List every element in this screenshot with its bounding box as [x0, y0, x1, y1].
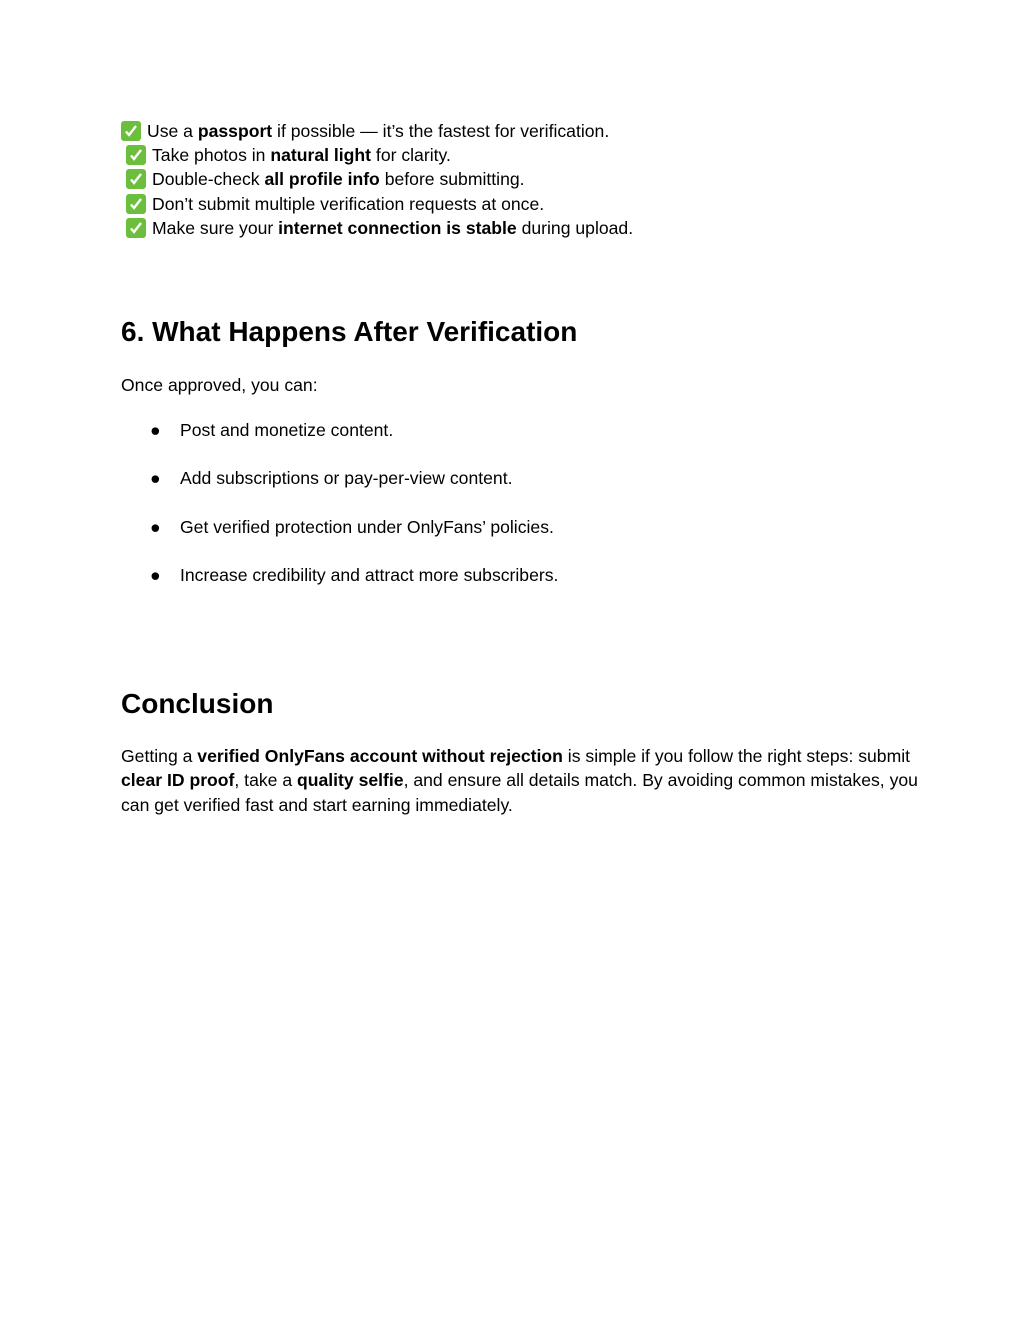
list-item-text: Add subscriptions or pay-per-view content. — [180, 468, 513, 488]
tip-text: for clarity. — [371, 145, 451, 165]
tip-text: Make sure your — [152, 218, 279, 238]
check-icon — [126, 145, 146, 165]
check-icon — [126, 194, 146, 214]
tip-text: before submitting. — [379, 169, 525, 189]
list-item — [150, 517, 554, 538]
tip-item — [126, 216, 633, 240]
bullet-icon: ● — [150, 420, 161, 440]
section-intro: Once approved, you can: — [121, 375, 318, 395]
tip-text: if possible — it’s the fastest for verification. — [272, 121, 610, 141]
check-icon — [121, 121, 141, 141]
bullet-icon: ● — [150, 565, 161, 585]
tip-item — [126, 143, 451, 167]
bullet-icon: ● — [150, 517, 161, 537]
section-heading: 6. What Happens After Verification — [121, 316, 578, 347]
text: Getting a — [121, 746, 198, 766]
bold-text: clear ID proof — [121, 770, 235, 791]
tip-text: Don’t submit multiple verification requests at once. — [152, 194, 545, 214]
text: , and ensure all details match. By avoiding common mistakes, you can get verified fast and start earning immediately. — [121, 770, 918, 815]
tip-text: during upload. — [516, 218, 634, 238]
tip-item — [121, 119, 609, 143]
tip-text: Take photos in — [152, 145, 271, 165]
tip-item — [126, 167, 525, 191]
check-icon — [126, 169, 146, 189]
conclusion-paragraph — [121, 744, 921, 817]
list-item-text: Post and monetize content. — [180, 420, 394, 440]
text: , take a — [234, 770, 297, 791]
tip-bold: natural light — [270, 145, 372, 165]
bold-text: verified OnlyFans account without rejection — [197, 746, 563, 766]
tip-item — [126, 192, 544, 216]
tip-bold: internet connection is stable — [278, 218, 517, 238]
bold-text: quality selfie — [297, 770, 404, 791]
list-item-text: Get verified protection under OnlyFans’ policies. — [180, 517, 554, 537]
list-item-text: Increase credibility and attract more subscribers. — [180, 565, 559, 585]
check-icon — [126, 218, 146, 238]
list-item — [150, 468, 513, 489]
list-item — [150, 420, 393, 441]
conclusion-heading: Conclusion — [121, 688, 274, 719]
bullet-icon: ● — [150, 468, 161, 488]
tip-bold: passport — [197, 121, 273, 141]
tip-bold: all profile info — [264, 169, 380, 189]
list-item — [150, 565, 558, 586]
text: is simple if you follow the right steps: submit — [562, 746, 911, 766]
tip-text: Double-check — [152, 169, 265, 189]
tip-text: Use a — [147, 121, 198, 141]
